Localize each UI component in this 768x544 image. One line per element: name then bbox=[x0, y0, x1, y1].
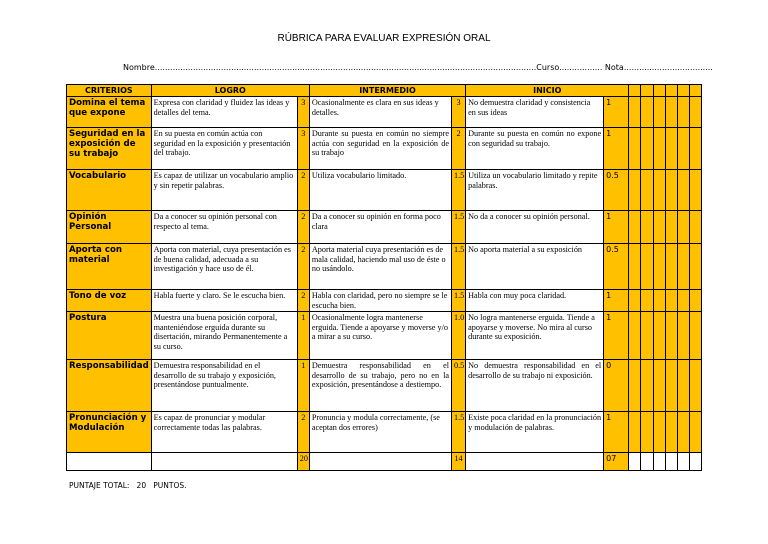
header-criterios: CRITERIOS bbox=[67, 85, 152, 97]
evaluation-score: 1 bbox=[604, 290, 629, 312]
empty-grade-cell bbox=[641, 170, 653, 211]
criterio-label: Aporta con material bbox=[67, 244, 152, 290]
logro-description: Aporta con material, cuya presentación es de buena calidad, adecuada a su investigación y hace uso de él. bbox=[151, 244, 297, 290]
empty-grade-cell bbox=[641, 312, 653, 360]
nombre-field[interactable]: ...................................................................................................................................................... bbox=[154, 63, 537, 72]
rubric-title: RÚBRICA PARA EVALUAR EXPRESIÓN ORAL bbox=[277, 33, 491, 44]
inicio-description: No da a conocer su opinión personal. bbox=[466, 211, 604, 244]
intermedio-score: 1.5 bbox=[451, 290, 465, 312]
criterio-label: Postura bbox=[67, 312, 152, 360]
logro-score: 2 bbox=[297, 412, 309, 453]
empty-grade-cell bbox=[689, 412, 701, 453]
empty-grade-cell bbox=[677, 128, 689, 170]
logro-score: 2 bbox=[297, 170, 309, 211]
empty-grade-cell bbox=[641, 412, 653, 453]
logro-score: 2 bbox=[297, 290, 309, 312]
empty-grade-cell bbox=[665, 290, 677, 312]
curso-label: Curso bbox=[536, 63, 560, 72]
empty-grade-cell bbox=[665, 412, 677, 453]
student-info-line bbox=[123, 63, 713, 72]
empty-grade-cell bbox=[629, 97, 641, 128]
evaluation-score: 0.5 bbox=[604, 244, 629, 290]
total-logro: 20 bbox=[297, 453, 309, 471]
rubric-row bbox=[67, 128, 702, 170]
curso-field[interactable]: ................ bbox=[559, 63, 600, 72]
evaluation-score: 0.5 bbox=[604, 170, 629, 211]
intermedio-score: 1.5 bbox=[451, 244, 465, 290]
empty-grade-cell bbox=[629, 360, 641, 412]
intermedio-description: Ocasionalmente logra mantenerse erguida. Tiende a apoyarse y moverse y/o a mirar a su curso. bbox=[309, 312, 451, 360]
rubric-row bbox=[67, 312, 702, 360]
empty-grade-cell bbox=[629, 128, 641, 170]
intermedio-description: Utiliza vocabulario limitado. bbox=[309, 170, 451, 211]
empty-grade-cell bbox=[629, 312, 641, 360]
inicio-description: Habla con muy poca claridad. bbox=[466, 290, 604, 312]
logro-score: 2 bbox=[297, 211, 309, 244]
rubric-table bbox=[66, 84, 702, 471]
inicio-description: No demuestra responsabilidad en el desarrollo de su trabajo ni exposición. bbox=[466, 360, 604, 412]
empty-grade-cell bbox=[689, 170, 701, 211]
empty-grade-cell bbox=[641, 290, 653, 312]
empty-grade-cell bbox=[677, 360, 689, 412]
logro-description: Expresa con claridad y fluidez las ideas y detalles del tema. bbox=[151, 97, 297, 128]
evaluation-score: 1 bbox=[604, 128, 629, 170]
empty-grade-cell bbox=[689, 128, 701, 170]
nombre-label: Nombre bbox=[123, 63, 155, 72]
intermedio-score: 0.5 bbox=[451, 360, 465, 412]
criterio-label: Tono de voz bbox=[67, 290, 152, 312]
intermedio-score: 3 bbox=[451, 97, 465, 128]
empty-grade-cell bbox=[665, 97, 677, 128]
criterio-label: Vocabulario bbox=[67, 170, 152, 211]
empty-grade-cell bbox=[653, 360, 665, 412]
empty-grade-cell bbox=[653, 244, 665, 290]
nota-field[interactable]: ................................... bbox=[623, 63, 713, 72]
intermedio-score: 1.5 bbox=[451, 170, 465, 211]
empty-grade-cell bbox=[689, 290, 701, 312]
empty-grade-cell bbox=[677, 412, 689, 453]
evaluation-score: 0 bbox=[604, 360, 629, 412]
criterio-label: Seguridad en la exposición de su trabajo bbox=[67, 128, 152, 170]
criterio-label: Responsabilidad bbox=[67, 360, 152, 412]
inicio-description: No demuestra claridad y consistencia en sus ideas bbox=[466, 97, 604, 128]
logro-description: Habla fuerte y claro. Se le escucha bien. bbox=[151, 290, 297, 312]
evaluation-score: 1 bbox=[604, 211, 629, 244]
header-intermedio: INTERMEDIO bbox=[309, 85, 465, 97]
total-inicio: 07 bbox=[604, 453, 629, 471]
header-row bbox=[67, 85, 702, 97]
criterio-label: Opinión Personal bbox=[67, 211, 152, 244]
empty-grade-cell bbox=[665, 128, 677, 170]
empty-grade-cell bbox=[689, 312, 701, 360]
intermedio-score: 1.5 bbox=[451, 412, 465, 453]
logro-description: Muestra una buena posición corporal, manteniéndose erguida durante su disertación, mirando Permanentemente a su curso. bbox=[151, 312, 297, 360]
intermedio-description: Durante su puesta en común no siempre actúa con seguridad en la exposición de su trabajo bbox=[309, 128, 451, 170]
evaluation-score: 1 bbox=[604, 412, 629, 453]
nota-separator: . bbox=[599, 63, 605, 72]
empty-grade-cell bbox=[629, 211, 641, 244]
empty-grade-cell bbox=[677, 211, 689, 244]
empty-grade-cell bbox=[653, 128, 665, 170]
intermedio-score: 1.5 bbox=[451, 211, 465, 244]
intermedio-description: Aporta material cuya presentación es de mala calidad, haciendo mal uso de éste o no usándolo. bbox=[309, 244, 451, 290]
empty-grade-cell bbox=[677, 97, 689, 128]
logro-description: Es capaz de utilizar un vocabulario amplio y sin repetir palabras. bbox=[151, 170, 297, 211]
evaluation-score: 1 bbox=[604, 312, 629, 360]
empty-grade-cell bbox=[653, 412, 665, 453]
empty-grade-cell bbox=[653, 97, 665, 128]
empty-grade-cell bbox=[629, 244, 641, 290]
empty-grade-cell bbox=[641, 211, 653, 244]
empty-grade-cell bbox=[629, 412, 641, 453]
logro-score: 2 bbox=[297, 244, 309, 290]
logro-description: En su puesta en común actúa con seguridad en la exposición y presentación del trabajo. bbox=[151, 128, 297, 170]
empty-grade-cell bbox=[665, 360, 677, 412]
totals-row bbox=[67, 453, 702, 471]
criterio-label: Pronunciación y Modulación bbox=[67, 412, 152, 453]
rubric-row bbox=[67, 290, 702, 312]
intermedio-description: Pronuncia y modula correctamente, (se aceptan dos errores) bbox=[309, 412, 451, 453]
inicio-description: Existe poca claridad en la pronunciación y modulación de palabras. bbox=[466, 412, 604, 453]
empty-grade-cell bbox=[653, 211, 665, 244]
empty-grade-cell bbox=[653, 312, 665, 360]
rubric-row bbox=[67, 360, 702, 412]
rubric-row bbox=[67, 412, 702, 453]
inicio-description: No logra mantenerse erguida. Tiende a apoyarse y moverse. No mira al curso durante su exposición. bbox=[466, 312, 604, 360]
logro-score: 1 bbox=[297, 312, 309, 360]
intermedio-description: Ocasionalmente es clara en sus ideas y detalles. bbox=[309, 97, 451, 128]
logro-description: Es capaz de pronunciar y modular correctamente todas las palabras. bbox=[151, 412, 297, 453]
logro-score: 3 bbox=[297, 128, 309, 170]
empty-grade-cell bbox=[689, 97, 701, 128]
intermedio-description: Demuestra responsabilidad en el desarrollo de su trabajo, pero no en la exposición, presentándose a destiempo. bbox=[309, 360, 451, 412]
inicio-description: No aporta material a su exposición bbox=[466, 244, 604, 290]
empty-grade-cell bbox=[653, 290, 665, 312]
criterio-label: Domina el tema que expone bbox=[67, 97, 152, 128]
empty-grade-cell bbox=[665, 312, 677, 360]
empty-grade-cell bbox=[689, 244, 701, 290]
intermedio-score: 1.0 bbox=[451, 312, 465, 360]
empty-grade-cell bbox=[677, 312, 689, 360]
empty-grade-cell bbox=[677, 290, 689, 312]
puntaje-total: PUNTAJE TOTAL: 20 PUNTOS. bbox=[69, 481, 187, 490]
total-intermedio: 14 bbox=[451, 453, 465, 471]
empty-grade-cell bbox=[629, 290, 641, 312]
logro-description: Demuestra responsabilidad en el desarrollo de su trabajo y exposición, presentándose puntualmente. bbox=[151, 360, 297, 412]
empty-grade-cell bbox=[677, 170, 689, 211]
header-inicio: INICIO bbox=[466, 85, 629, 97]
intermedio-description: Da a conocer su opinión en forma poco clara bbox=[309, 211, 451, 244]
logro-score: 1 bbox=[297, 360, 309, 412]
rubric-row bbox=[67, 244, 702, 290]
logro-description: Da a conocer su opinión personal con respecto al tema. bbox=[151, 211, 297, 244]
empty-grade-cell bbox=[629, 170, 641, 211]
empty-grade-cell bbox=[677, 244, 689, 290]
evaluation-score: 1 bbox=[604, 97, 629, 128]
header-logro: LOGRO bbox=[151, 85, 309, 97]
intermedio-score: 2 bbox=[451, 128, 465, 170]
empty-grade-cell bbox=[641, 244, 653, 290]
empty-grade-cell bbox=[689, 360, 701, 412]
logro-score: 3 bbox=[297, 97, 309, 128]
nota-label: Nota bbox=[604, 63, 624, 72]
empty-grade-cell bbox=[689, 211, 701, 244]
empty-grade-cell bbox=[665, 211, 677, 244]
inicio-description: Utiliza un vocabulario limitado y repite palabras. bbox=[466, 170, 604, 211]
empty-grade-cell bbox=[641, 128, 653, 170]
empty-grade-cell bbox=[665, 244, 677, 290]
rubric-row bbox=[67, 170, 702, 211]
inicio-description: Durante su puesta en común no expone con seguridad su trabajo. bbox=[466, 128, 604, 170]
rubric-row bbox=[67, 97, 702, 128]
empty-grade-cell bbox=[641, 360, 653, 412]
empty-grade-cell bbox=[665, 170, 677, 211]
intermedio-description: Habla con claridad, pero no siempre se le escucha bien. bbox=[309, 290, 451, 312]
rubric-row bbox=[67, 211, 702, 244]
empty-grade-cell bbox=[641, 97, 653, 128]
empty-grade-cell bbox=[653, 170, 665, 211]
